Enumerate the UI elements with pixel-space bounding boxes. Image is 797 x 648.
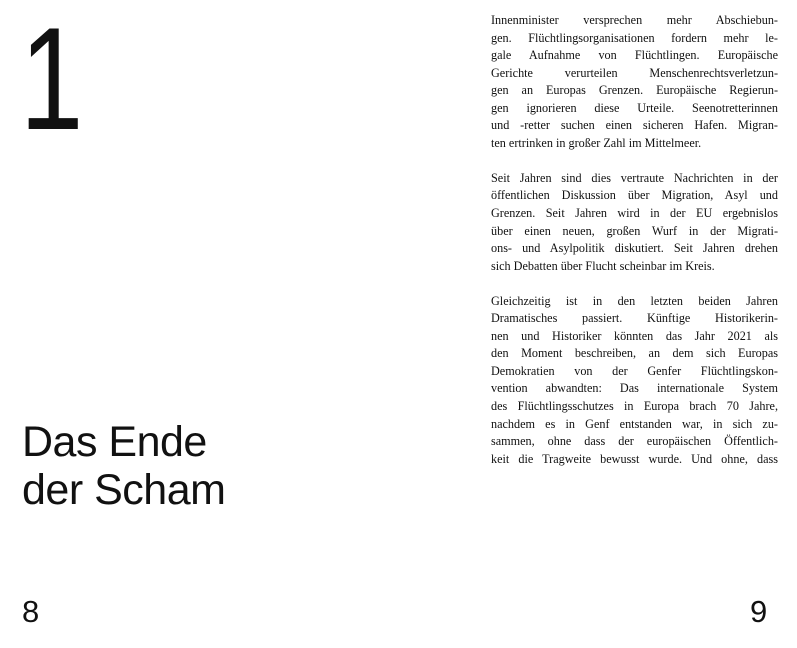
text-line: sich Debatten über Flucht scheinbar im Kreis. xyxy=(491,258,715,273)
text-line: des Flüchtlingsschutzes in Europa brach 70 Jahre, xyxy=(491,399,778,414)
text-line: nachdem es in Genf entstanden war, in sich zu- xyxy=(491,416,778,431)
text-line: Gerichte verurteilen Menschenrechtsverletzun- xyxy=(491,65,778,80)
text-line: gen. Flüchtlingsorganisationen fordern mehr le- xyxy=(491,30,778,45)
text-line: ons- und Asylpolitik diskutiert. Seit Jahren drehen xyxy=(491,241,778,256)
text-line: gen an Europas Grenzen. Europäische Regierun- xyxy=(491,83,778,98)
paragraph xyxy=(491,293,778,468)
chapter-title-line: Das Ende xyxy=(22,418,207,466)
chapter-title-line: der Scham xyxy=(22,466,226,514)
paragraph xyxy=(491,12,778,152)
text-line: und -retter suchen einen sicheren Hafen. Migran- xyxy=(491,118,778,133)
body-text xyxy=(491,12,778,486)
chapter-title xyxy=(22,418,225,514)
text-line: Dramatisches passiert. Künftige Historikerin- xyxy=(491,311,778,326)
text-line: gen ignorieren diese Urteile. Seenotretterinnen xyxy=(491,100,778,115)
paragraph xyxy=(491,170,778,275)
text-line: den Moment beschreiben, an dem sich Europas xyxy=(491,346,778,361)
page-number-right: 9 xyxy=(750,594,768,629)
text-line: gale Aufnahme von Flüchtlingen. Europäische xyxy=(491,48,778,63)
text-line: über einen neuen, großen Wurf in der Migrati- xyxy=(491,223,778,238)
text-line: Demokratien von der Genfer Flüchtlingskon- xyxy=(491,363,778,378)
text-line: keit die Tragweite bewusst wurde. Und ohne, dass xyxy=(491,451,778,466)
chapter-number: 1 xyxy=(20,0,81,160)
text-line: Gleichzeitig ist in den letzten beiden Jahren xyxy=(491,293,778,308)
text-line: ten ertrinken in großer Zahl im Mittelmeer. xyxy=(491,135,702,150)
text-line: Innenminister versprechen mehr Abschiebun- xyxy=(491,13,778,27)
page-number-left: 8 xyxy=(22,594,40,629)
text-line: öffentlichen Diskussion über Migration, Asyl und xyxy=(491,188,778,203)
text-line: Seit Jahren sind dies vertraute Nachrichten in der xyxy=(491,170,778,185)
text-line: sammen, ohne dass der europäischen Öffentlich- xyxy=(491,434,778,449)
text-line: vention abwandten: Das internationale System xyxy=(491,381,778,396)
text-line: Grenzen. Seit Jahren wird in der EU ergebnislos xyxy=(491,206,778,221)
text-line: nen und Historiker könnten das Jahr 2021 als xyxy=(491,328,778,343)
